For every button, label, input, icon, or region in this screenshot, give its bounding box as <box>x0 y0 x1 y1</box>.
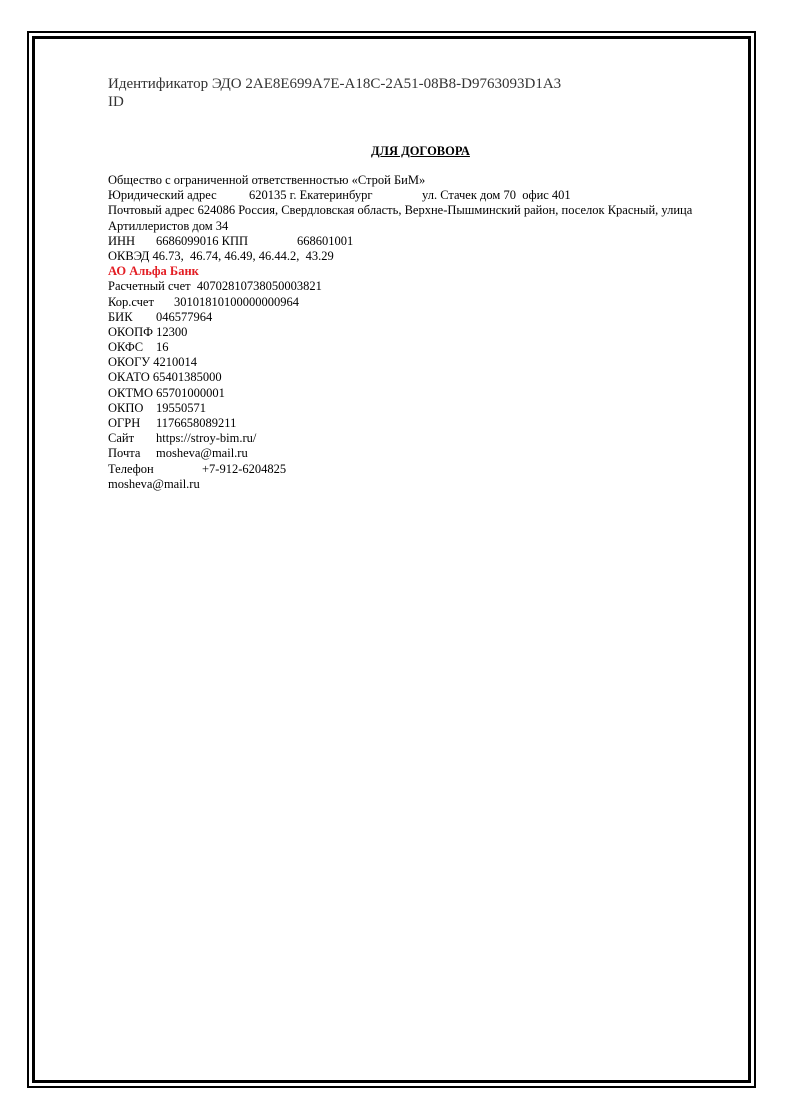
bik-label: БИК <box>108 309 133 324</box>
okogu: ОКОГУ 4210014 <box>108 355 198 370</box>
okato: ОКАТО 65401385000 <box>108 370 222 385</box>
postal-address-line1: Почтовый адрес 624086 Россия, Свердловская область, Верхне-Пышминский район, поселок Красный, улица <box>108 203 693 218</box>
site-link[interactable]: https://stroy-bim.ru/ <box>156 431 257 446</box>
site-label: Сайт <box>108 431 135 446</box>
account: Расчетный счет 40702810738050003821 <box>108 279 322 294</box>
email-extra[interactable]: mosheva@mail.ru <box>108 476 200 491</box>
inn-label: ИНН <box>108 233 136 248</box>
oktmo: ОКТМО 65701000001 <box>108 385 225 400</box>
phone-label: Телефон <box>108 461 154 476</box>
postal-address-line2: Артиллеристов дом 34 <box>108 218 229 233</box>
ogrn-label: ОГРН <box>108 416 141 430</box>
mail <box>108 446 692 461</box>
okpo-value: 19550571 <box>156 400 206 415</box>
bik-value: 046577964 <box>156 309 213 324</box>
phone-value: +7-912-6204825 <box>202 461 287 476</box>
inn-kpp <box>108 234 692 249</box>
edo-identifier <box>108 75 561 111</box>
bik <box>108 310 692 325</box>
okpo <box>108 401 692 416</box>
ogrn <box>108 416 692 431</box>
ogrn-value: 1176658089211 <box>156 416 237 430</box>
corr-label: Кор.счет <box>108 294 154 309</box>
legal-address-label: Юридический адрес <box>108 188 217 203</box>
legal-address-street: ул. Стачек дом 70 офис 401 <box>422 188 571 203</box>
mail-link[interactable]: mosheva@mail.ru <box>156 446 248 461</box>
inn-value: 6686099016 КПП <box>156 233 249 248</box>
kpp-value: 668601001 <box>297 233 354 248</box>
edo-identifier-line: Идентификатор ЭДО 2AE8E699A7E-A18C-2A51-08B8-D9763093D1A3 <box>108 76 562 92</box>
legal-address-city: 620135 г. Екатеринбург <box>249 188 373 203</box>
okfs-label: ОКФС <box>108 340 144 355</box>
company-details <box>108 173 692 492</box>
okopf: ОКОПФ 12300 <box>108 324 188 339</box>
okfs <box>108 340 692 355</box>
company-name: Общество с ограниченной ответственностью «Строй БиМ» <box>108 173 426 187</box>
mail-label: Почта <box>108 446 141 461</box>
corr-account <box>108 295 692 310</box>
site <box>108 431 692 446</box>
legal-address <box>108 188 692 203</box>
corr-value: 30101810100000000964 <box>174 294 299 309</box>
okfs-value: 16 <box>156 340 169 355</box>
document-title-wrap <box>0 142 787 160</box>
okved: ОКВЭД 46.73, 46.74, 46.49, 46.44.2, 43.29 <box>108 248 334 263</box>
okpo-label: ОКПО <box>108 400 144 415</box>
edo-id-label: ID <box>108 94 124 110</box>
phone <box>108 462 692 477</box>
bank-name: АО Альфа Банк <box>108 264 199 279</box>
document-title: ДЛЯ ДОГОВОРА <box>371 144 470 158</box>
